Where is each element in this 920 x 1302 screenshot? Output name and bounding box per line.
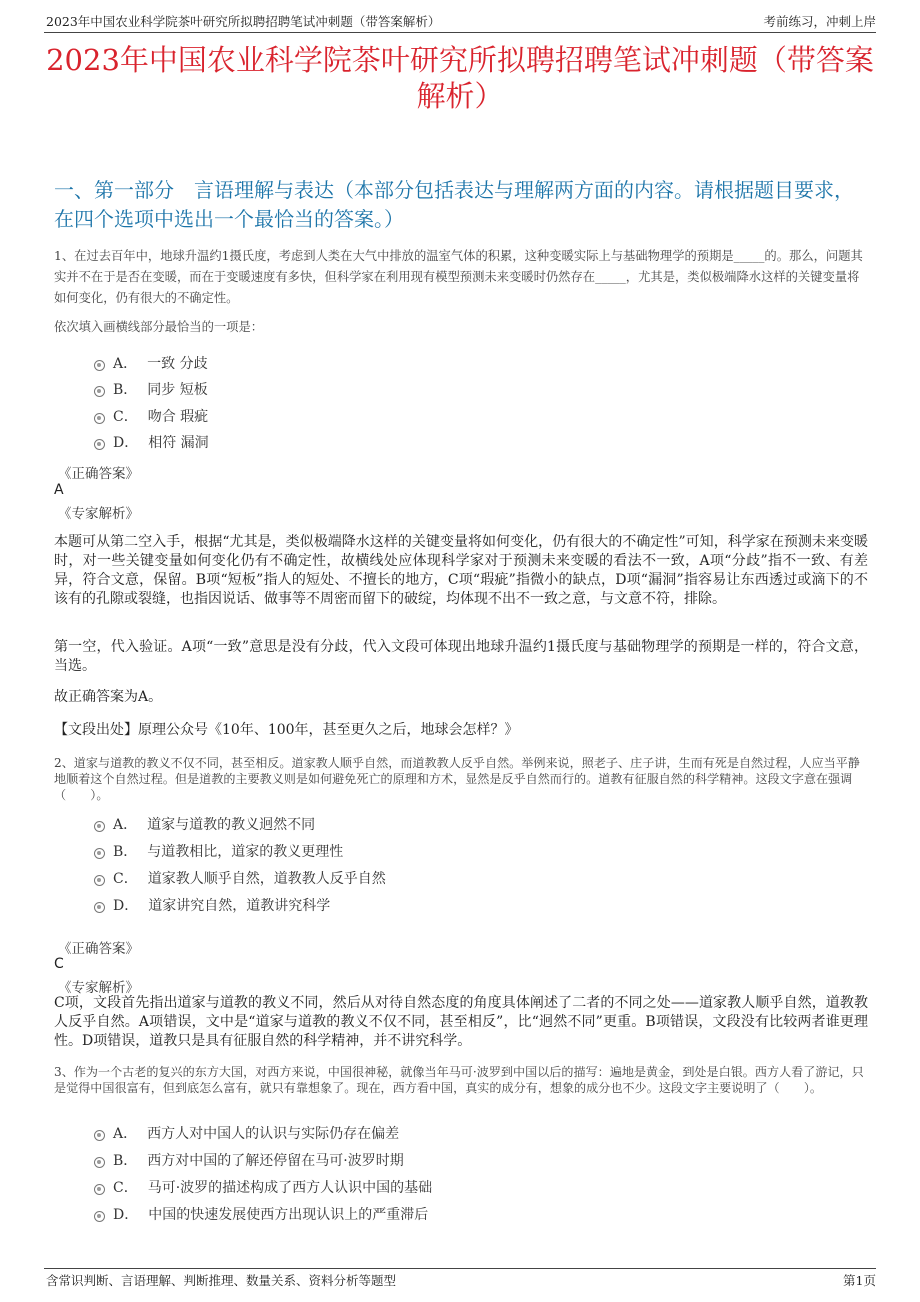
option-text: 西方对中国的了解还停留在马可·波罗时期 bbox=[147, 1153, 404, 1169]
question-2-option-c[interactable] bbox=[94, 869, 386, 889]
question-1-analysis-p1: 本题可从第二空入手，根据“尤其是，类似极端降水这样的关键变量将如何变化，仍有很大的不确定性”可知，科学家在预测未来变暖时，对一些关键变量如何变化仍有不确定性，故横线处应体现科学家对于预测未来变暖的看法不一致，A项“分歧”指不一致、有差异，符合文意，保留。B项“短板”指人的短处、不擅长的地方，C项“瑕疵”指微小的缺点，D项“漏洞”指容易让东西透过或滴下的不该有的孔隙或裂缝，也指因说话、做事等不周密而留下的破绽，均体现不出不一致之意，与文意不符，排除。 bbox=[54, 534, 868, 607]
option-letter: B． bbox=[113, 1153, 138, 1169]
option-letter: A． bbox=[113, 1126, 138, 1142]
answer-value: A bbox=[54, 482, 64, 498]
radio-icon[interactable] bbox=[94, 439, 105, 450]
header-title: 2023年中国农业科学院茶叶研究所拟聘招聘笔试冲刺题（带答案解析） bbox=[46, 14, 441, 29]
question-1-prompt: 依次填入画横线部分最恰当的一项是： bbox=[54, 320, 264, 334]
option-letter: B． bbox=[113, 844, 138, 860]
question-1-option-a[interactable] bbox=[94, 354, 208, 374]
question-1-option-c[interactable] bbox=[94, 407, 208, 427]
footer-divider bbox=[44, 1268, 876, 1269]
question-2-stem: 2、道家与道教的教义不仅不同，甚至相反。道家教人顺乎自然，而道教教人反乎自然。举例来说，照老子、庄子讲，生而有死是自然过程，人应当平静地顺着这个自然过程。但是道教的主要教义则是如何避免死亡的原理和方术，显然是反乎自然而行的。道教有征服自然的科学精神。这段文字意在强调（ ）。 bbox=[54, 756, 860, 802]
header-slogan: 考前练习，冲刺上岸 bbox=[763, 14, 876, 29]
option-text: 相符 漏洞 bbox=[148, 435, 209, 451]
question-3-option-d[interactable] bbox=[94, 1205, 428, 1225]
answer-label: 《正确答案》 bbox=[58, 941, 139, 957]
radio-icon[interactable] bbox=[94, 413, 105, 424]
question-1-analysis-p3: 故正确答案为A。 bbox=[54, 689, 163, 705]
question-2-option-d[interactable] bbox=[94, 896, 330, 916]
question-3-stem: 3、作为一个古老的复兴的东方大国，对西方来说，中国很神秘，就像当年马可·波罗到中国以后的描写：遍地是黄金，到处是白银。西方人看了游记，只是觉得中国很富有，但到底怎么富有，就只有靠想象了。现在，西方看中国，真实的成分有，想象的成分也不少。这段文字主要说明了（ ）。 bbox=[54, 1065, 864, 1095]
radio-icon[interactable] bbox=[94, 360, 105, 371]
radio-icon[interactable] bbox=[94, 902, 105, 913]
option-letter: A． bbox=[113, 817, 138, 833]
page-title: 2023年中国农业科学院茶叶研究所拟聘招聘笔试冲刺题（带答案解析） bbox=[46, 43, 874, 113]
analysis-label: 《专家解析》 bbox=[58, 506, 139, 522]
option-letter: D． bbox=[113, 435, 139, 451]
question-1-option-d[interactable] bbox=[94, 433, 209, 453]
option-text: 同步 短板 bbox=[147, 382, 208, 398]
question-2-option-a[interactable] bbox=[94, 815, 315, 835]
option-text: 一致 分歧 bbox=[147, 356, 208, 372]
answer-value: C bbox=[54, 956, 64, 972]
radio-icon[interactable] bbox=[94, 1211, 105, 1222]
option-letter: C． bbox=[113, 1180, 138, 1196]
radio-icon[interactable] bbox=[94, 875, 105, 886]
question-2-analysis: C项，文段首先指出道家与道教的教义不同，然后从对待自然态度的角度具体阐述了二者的不同之处——道家教人顺乎自然，道教教人反乎自然。A项错误，文中是“道家与道教的教义不仅不同，甚至相反”，比“迥然不同”更重。B项错误，文段没有比较两者谁更理性。D项错误，道教只是具有征服自然的科学精神，并不讲究科学。 bbox=[54, 995, 868, 1049]
analysis-label: 《专家解析》 bbox=[58, 980, 139, 996]
option-text: 马可·波罗的描述构成了西方人认识中国的基础 bbox=[147, 1180, 433, 1196]
radio-icon[interactable] bbox=[94, 821, 105, 832]
option-text: 道家讲究自然，道教讲究科学 bbox=[148, 898, 331, 914]
option-text: 道家教人顺乎自然，道教教人反乎自然 bbox=[147, 871, 386, 887]
question-3-option-c[interactable] bbox=[94, 1178, 432, 1198]
question-2-option-b[interactable] bbox=[94, 842, 343, 862]
radio-icon[interactable] bbox=[94, 1184, 105, 1195]
question-3-option-a[interactable] bbox=[94, 1124, 399, 1144]
question-1-stem: 1、在过去百年中，地球升温约1摄氏度，考虑到人类在大气中排放的温室气体的积累，这种变暖实际上与基础物理学的预期是_____的。那么，问题其实并不在于是否在变暖，而在于变暖速度有多快，但科学家在利用现有模型预测未来变暖时仍然存在_____，尤其是，类似极端降水这样的关键变量将如何变化，仍有很大的不确定性。 bbox=[54, 249, 863, 305]
radio-icon[interactable] bbox=[94, 386, 105, 397]
question-3-option-b[interactable] bbox=[94, 1151, 404, 1171]
question-1-source: 【文段出处】原理公众号《10年、100年，甚至更久之后，地球会怎样？》 bbox=[54, 722, 519, 738]
option-letter: D． bbox=[113, 898, 139, 914]
option-letter: D． bbox=[113, 1207, 139, 1223]
option-letter: B． bbox=[113, 382, 138, 398]
option-text: 西方人对中国人的认识与实际仍存在偏差 bbox=[147, 1126, 400, 1142]
option-letter: A． bbox=[113, 356, 138, 372]
option-text: 道家与道教的教义迥然不同 bbox=[147, 817, 316, 833]
page-number: 第1页 bbox=[843, 1273, 876, 1288]
option-text: 中国的快速发展使西方出现认识上的严重滞后 bbox=[148, 1207, 429, 1223]
option-letter: C． bbox=[113, 409, 138, 425]
radio-icon[interactable] bbox=[94, 848, 105, 859]
header-divider bbox=[44, 32, 876, 33]
question-1-analysis-p2: 第一空，代入验证。A项“一致”意思是没有分歧，代入文段可体现出地球升温约1摄氏度与基础物理学的预期是一样的，符合文意，当选。 bbox=[54, 639, 868, 674]
answer-label: 《正确答案》 bbox=[58, 466, 139, 482]
radio-icon[interactable] bbox=[94, 1130, 105, 1141]
section-heading: 一、第一部分 言语理解与表达（本部分包括表达与理解两方面的内容。请根据题目要求，在四个选项中选出一个最恰当的答案。） bbox=[54, 178, 854, 231]
option-text: 吻合 瑕疵 bbox=[147, 409, 209, 425]
question-1-option-b[interactable] bbox=[94, 380, 208, 400]
option-text: 与道教相比，道家的教义更理性 bbox=[147, 844, 344, 860]
option-letter: C． bbox=[113, 871, 138, 887]
radio-icon[interactable] bbox=[94, 1157, 105, 1168]
footer-note: 含常识判断、言语理解、判断推理、数量关系、资料分析等题型 bbox=[46, 1273, 397, 1288]
